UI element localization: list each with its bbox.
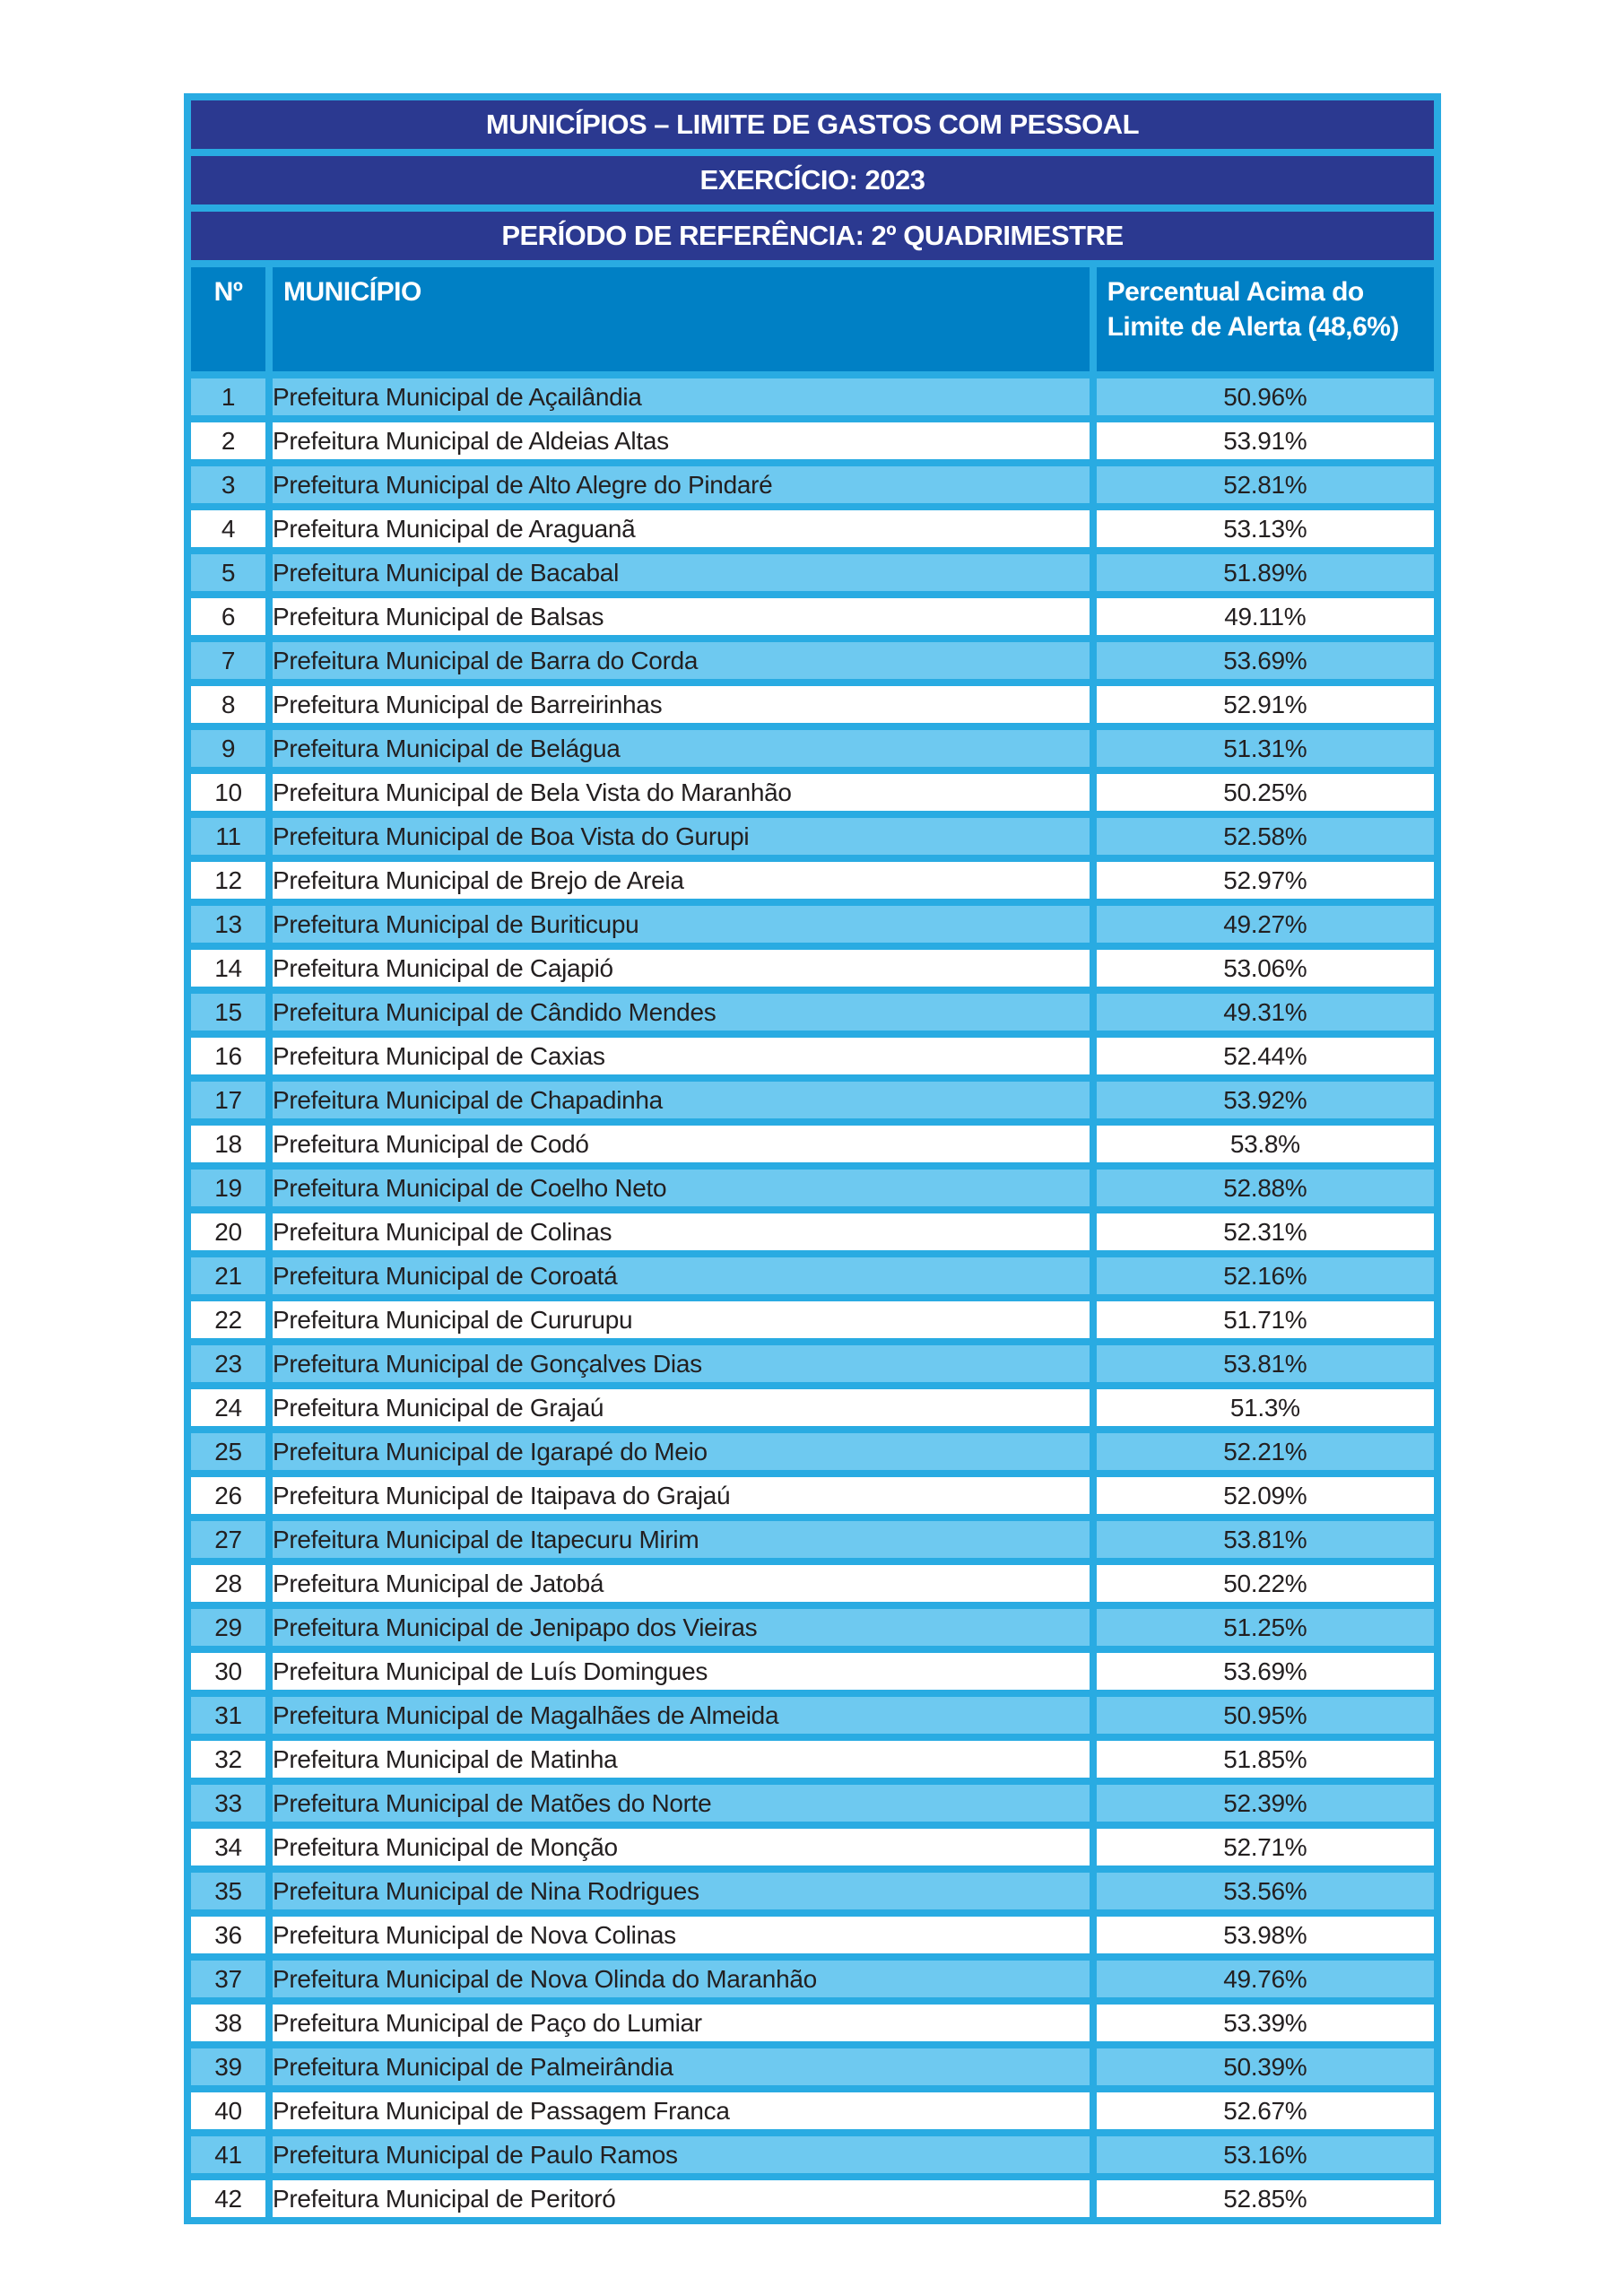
table-row [191,1301,1434,1338]
percent-cell: 51.89% [1097,554,1434,591]
percent-cell: 50.39% [1097,2048,1434,2085]
table-row [191,774,1434,811]
table-row [191,554,1434,591]
table-row [191,1697,1434,1734]
percent-cell: 52.67% [1097,2092,1434,2129]
percent-cell: 49.76% [1097,1961,1434,1997]
municipality-cell: Prefeitura Municipal de Nova Colinas [273,1917,1090,1953]
row-number-cell: 19 [191,1170,265,1206]
table-row [191,378,1434,415]
row-number-cell: 11 [191,818,265,855]
row-number-cell: 34 [191,1829,265,1866]
table-row [191,1521,1434,1558]
municipality-cell: Prefeitura Municipal de Igarapé do Meio [273,1433,1090,1470]
municipality-cell: Prefeitura Municipal de Colinas [273,1213,1090,1250]
percent-cell: 52.31% [1097,1213,1434,1250]
percent-cell: 52.39% [1097,1785,1434,1822]
table-row [191,1433,1434,1470]
row-number-cell: 37 [191,1961,265,1997]
row-number-cell: 25 [191,1433,265,1470]
table-row [191,1609,1434,1646]
percent-cell: 52.81% [1097,466,1434,503]
row-number-cell: 10 [191,774,265,811]
percent-cell: 53.16% [1097,2136,1434,2173]
row-number-cell: 28 [191,1565,265,1602]
row-number-cell: 16 [191,1038,265,1074]
percent-cell: 52.09% [1097,1477,1434,1514]
table-row [191,598,1434,635]
column-header-row [191,267,1434,371]
table-body [191,378,1434,2217]
table-row [191,1917,1434,1953]
row-number-cell: 6 [191,598,265,635]
row-number-cell: 3 [191,466,265,503]
row-number-cell: 4 [191,510,265,547]
municipality-cell: Prefeitura Municipal de Açailândia [273,378,1090,415]
report-exercise: EXERCÍCIO: 2023 [191,156,1434,204]
table-row [191,1829,1434,1866]
municipality-cell: Prefeitura Municipal de Cândido Mendes [273,994,1090,1031]
title-row [191,100,1434,149]
municipality-cell: Prefeitura Municipal de Jenipapo dos Vieiras [273,1609,1090,1646]
row-number-cell: 32 [191,1741,265,1778]
municipality-cell: Prefeitura Municipal de Balsas [273,598,1090,635]
row-number-cell: 5 [191,554,265,591]
report-period: PERÍODO DE REFERÊNCIA: 2º QUADRIMESTRE [191,212,1434,260]
row-number-cell: 15 [191,994,265,1031]
row-number-cell: 20 [191,1213,265,1250]
table-row [191,466,1434,503]
table-row [191,1477,1434,1514]
table-row [191,1126,1434,1162]
municipality-cell: Prefeitura Municipal de Coelho Neto [273,1170,1090,1206]
percent-cell: 50.25% [1097,774,1434,811]
period-row [191,212,1434,260]
municipality-cell: Prefeitura Municipal de Paço do Lumiar [273,2005,1090,2041]
table-row [191,642,1434,679]
row-number-cell: 7 [191,642,265,679]
percent-cell: 53.91% [1097,422,1434,459]
row-number-cell: 30 [191,1653,265,1690]
percent-cell: 51.31% [1097,730,1434,767]
percent-cell: 52.16% [1097,1257,1434,1294]
row-number-cell: 12 [191,862,265,899]
table-row [191,906,1434,943]
percent-cell: 53.81% [1097,1521,1434,1558]
table-row [191,1389,1434,1426]
percent-cell: 53.56% [1097,1873,1434,1909]
percent-cell: 53.69% [1097,1653,1434,1690]
municipality-cell: Prefeitura Municipal de Nina Rodrigues [273,1873,1090,1909]
municipality-cell: Prefeitura Municipal de Matões do Norte [273,1785,1090,1822]
percent-cell: 53.92% [1097,1082,1434,1118]
row-number-cell: 13 [191,906,265,943]
row-number-cell: 41 [191,2136,265,2173]
row-number-cell: 17 [191,1082,265,1118]
percent-cell: 49.27% [1097,906,1434,943]
table-row [191,862,1434,899]
table-row [191,1257,1434,1294]
column-header-percent: Percentual Acima do Limite de Alerta (48,6%) [1097,267,1434,371]
percent-cell: 52.85% [1097,2180,1434,2217]
column-header-number: Nº [191,267,265,371]
table-row [191,1213,1434,1250]
exercise-row [191,156,1434,204]
municipality-cell: Prefeitura Municipal de Passagem Franca [273,2092,1090,2129]
table-row [191,2180,1434,2217]
row-number-cell: 33 [191,1785,265,1822]
row-number-cell: 9 [191,730,265,767]
table-row [191,1345,1434,1382]
table-row [191,1785,1434,1822]
municipality-cell: Prefeitura Municipal de Jatobá [273,1565,1090,1602]
percent-cell: 51.25% [1097,1609,1434,1646]
percent-cell: 52.91% [1097,686,1434,723]
row-number-cell: 38 [191,2005,265,2041]
table-row [191,818,1434,855]
municipality-cell: Prefeitura Municipal de Barra do Corda [273,642,1090,679]
percent-cell: 50.22% [1097,1565,1434,1602]
percent-cell: 53.8% [1097,1126,1434,1162]
row-number-cell: 39 [191,2048,265,2085]
percent-cell: 53.39% [1097,2005,1434,2041]
municipality-cell: Prefeitura Municipal de Alto Alegre do Pindaré [273,466,1090,503]
municipality-cell: Prefeitura Municipal de Cajapió [273,950,1090,987]
row-number-cell: 18 [191,1126,265,1162]
table-row [191,950,1434,987]
municipality-cell: Prefeitura Municipal de Itapecuru Mirim [273,1521,1090,1558]
report-container [184,93,1441,2224]
municipalities-report-table [184,93,1441,2224]
row-number-cell: 14 [191,950,265,987]
percent-cell: 53.69% [1097,642,1434,679]
percent-cell: 49.11% [1097,598,1434,635]
percent-cell: 52.58% [1097,818,1434,855]
table-row [191,1961,1434,1997]
percent-cell: 52.97% [1097,862,1434,899]
municipality-cell: Prefeitura Municipal de Magalhães de Almeida [273,1697,1090,1734]
row-number-cell: 8 [191,686,265,723]
table-row [191,422,1434,459]
municipality-cell: Prefeitura Municipal de Monção [273,1829,1090,1866]
row-number-cell: 36 [191,1917,265,1953]
table-row [191,1170,1434,1206]
municipality-cell: Prefeitura Municipal de Grajaú [273,1389,1090,1426]
municipality-cell: Prefeitura Municipal de Brejo de Areia [273,862,1090,899]
municipality-cell: Prefeitura Municipal de Bacabal [273,554,1090,591]
row-number-cell: 29 [191,1609,265,1646]
municipality-cell: Prefeitura Municipal de Barreirinhas [273,686,1090,723]
table-row [191,1038,1434,1074]
row-number-cell: 22 [191,1301,265,1338]
municipality-cell: Prefeitura Municipal de Luís Domingues [273,1653,1090,1690]
table-row [191,2092,1434,2129]
municipality-cell: Prefeitura Municipal de Buriticupu [273,906,1090,943]
municipality-cell: Prefeitura Municipal de Paulo Ramos [273,2136,1090,2173]
row-number-cell: 40 [191,2092,265,2129]
municipality-cell: Prefeitura Municipal de Matinha [273,1741,1090,1778]
municipality-cell: Prefeitura Municipal de Codó [273,1126,1090,1162]
row-number-cell: 23 [191,1345,265,1382]
percent-cell: 52.88% [1097,1170,1434,1206]
row-number-cell: 35 [191,1873,265,1909]
municipality-cell: Prefeitura Municipal de Gonçalves Dias [273,1345,1090,1382]
row-number-cell: 27 [191,1521,265,1558]
percent-cell: 50.95% [1097,1697,1434,1734]
table-row [191,1873,1434,1909]
row-number-cell: 1 [191,378,265,415]
percent-cell: 49.31% [1097,994,1434,1031]
percent-cell: 53.13% [1097,510,1434,547]
percent-cell: 52.44% [1097,1038,1434,1074]
municipality-cell: Prefeitura Municipal de Nova Olinda do Maranhão [273,1961,1090,1997]
municipality-cell: Prefeitura Municipal de Chapadinha [273,1082,1090,1118]
row-number-cell: 2 [191,422,265,459]
percent-cell: 51.3% [1097,1389,1434,1426]
row-number-cell: 42 [191,2180,265,2217]
percent-cell: 53.06% [1097,950,1434,987]
table-row [191,2048,1434,2085]
percent-cell: 52.21% [1097,1433,1434,1470]
municipality-cell: Prefeitura Municipal de Palmeirândia [273,2048,1090,2085]
percent-cell: 50.96% [1097,378,1434,415]
municipality-cell: Prefeitura Municipal de Aldeias Altas [273,422,1090,459]
municipality-cell: Prefeitura Municipal de Coroatá [273,1257,1090,1294]
percent-cell: 51.71% [1097,1301,1434,1338]
table-row [191,510,1434,547]
municipality-cell: Prefeitura Municipal de Bela Vista do Maranhão [273,774,1090,811]
municipality-cell: Prefeitura Municipal de Cururupu [273,1301,1090,1338]
table-row [191,1565,1434,1602]
municipality-cell: Prefeitura Municipal de Itaipava do Grajaú [273,1477,1090,1514]
municipality-cell: Prefeitura Municipal de Belágua [273,730,1090,767]
percent-cell: 53.81% [1097,1345,1434,1382]
table-row [191,686,1434,723]
table-row [191,1653,1434,1690]
municipality-cell: Prefeitura Municipal de Caxias [273,1038,1090,1074]
report-title: MUNICÍPIOS – LIMITE DE GASTOS COM PESSOAL [191,100,1434,149]
table-row [191,1741,1434,1778]
column-header-municipality: MUNICÍPIO [273,267,1090,371]
percent-cell: 53.98% [1097,1917,1434,1953]
table-row [191,994,1434,1031]
table-row [191,2005,1434,2041]
table-row [191,730,1434,767]
table-row [191,2136,1434,2173]
municipality-cell: Prefeitura Municipal de Peritoró [273,2180,1090,2217]
percent-cell: 52.71% [1097,1829,1434,1866]
percent-cell: 51.85% [1097,1741,1434,1778]
row-number-cell: 24 [191,1389,265,1426]
municipality-cell: Prefeitura Municipal de Boa Vista do Gurupi [273,818,1090,855]
row-number-cell: 31 [191,1697,265,1734]
row-number-cell: 21 [191,1257,265,1294]
table-row [191,1082,1434,1118]
row-number-cell: 26 [191,1477,265,1514]
municipality-cell: Prefeitura Municipal de Araguanã [273,510,1090,547]
